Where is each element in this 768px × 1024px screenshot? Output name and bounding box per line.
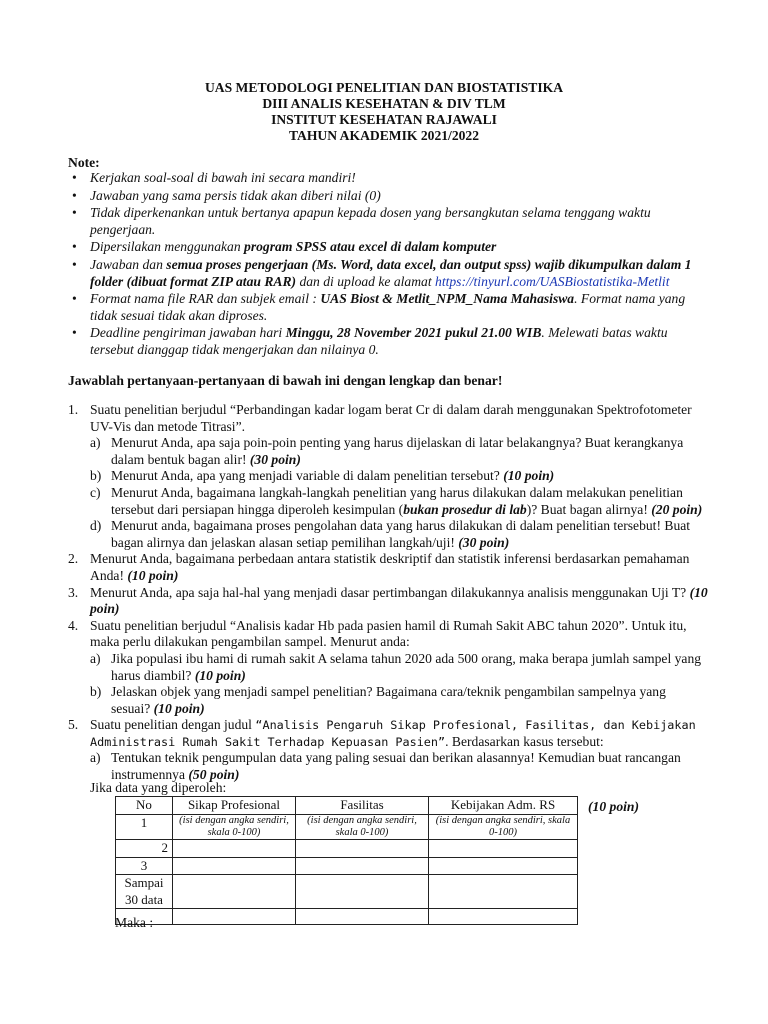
note-text: Jawaban dan (90, 256, 167, 272)
question-text: Menurut Anda, apa saja hal-hal yang menjadi dasar pertimbangan dilakukannya analisis menggunakan Uji T? (90, 584, 690, 600)
note-item (68, 291, 708, 324)
note-text: . Format nama yang tidak sesuai tidak akan diproses. (90, 291, 686, 323)
sub-question (90, 485, 708, 518)
cell-empty (296, 840, 429, 858)
question-number: 2. (68, 551, 79, 567)
points: (30 poin) (249, 451, 301, 467)
question-number: 3. (68, 584, 79, 600)
sub-question (90, 750, 708, 783)
note-text: Deadline pengiriman jawaban hari (90, 325, 286, 341)
cell-empty (173, 840, 296, 858)
table-row (116, 815, 578, 840)
cell-empty (296, 875, 429, 909)
cell-empty (296, 909, 429, 925)
cell-sikap: (isi dengan angka sendiri, skala 0-100) (173, 815, 296, 840)
points: (10 poin) (127, 567, 179, 583)
note-item (68, 325, 708, 358)
cell-empty (173, 875, 296, 909)
sub-text: Tentukan teknik pengumpulan data yang paling sesuai dan berikan alasannya! Kemudian buat rancangan instrumennya (111, 750, 681, 783)
cell-empty (173, 909, 296, 925)
points: (10 poin) (503, 468, 555, 484)
table-points: (10 poin) (588, 799, 639, 814)
sub-text: Menurut anda, bagaimana proses pengolahan data yang harus dilakukan di dalam penelitian tersebut! Buat bagan alirnya dan jelaskan alasan setiap pemilihan langkah/uji! (111, 518, 691, 550)
note-label: Note: (68, 155, 100, 170)
note-item (68, 205, 708, 238)
sub-question-list (90, 651, 708, 717)
question-text: Suatu penelitian berjudul “Analisis kadar Hb pada pasien hamil di Rumah Sakit ABC tahun 2020”. Untuk itu, maka perlu dilakukan pengambilan sampel. Menurut anda: (90, 617, 687, 650)
sub-question (90, 468, 708, 485)
cell-kebijakan: (isi dengan angka sendiri, skala 0-100) (429, 815, 578, 840)
sub-question-list (90, 435, 708, 551)
question-2 (68, 551, 708, 584)
header-title: UAS METODOLOGI PENELITIAN DAN BIOSTATISTIKA (204, 80, 564, 95)
note-text: Jawaban yang sama persis tidak akan diberi nilai (0) (90, 187, 381, 203)
sub-letter: b) (90, 468, 102, 484)
sub-letter: a) (90, 650, 101, 666)
sub-question (90, 518, 708, 551)
sub-text: )? Buat bagan alirnya! (526, 501, 652, 517)
question-number: 5. (68, 717, 79, 733)
maka-label: Maka : (115, 915, 154, 930)
sub-text: Jika populasi ibu hami di rumah sakit A selama tahun 2020 ada 500 orang, maka berapa jumlah sampel yang harus diambil? (111, 650, 702, 683)
sub-letter: a) (90, 435, 101, 451)
points: (30 poin) (458, 534, 510, 550)
question-list (68, 402, 708, 784)
note-item (68, 170, 708, 187)
cell-empty (429, 909, 578, 925)
cell-empty (173, 857, 296, 875)
points: (10 poin) (90, 584, 708, 617)
question-4 (68, 618, 708, 718)
sub-text: Menurut Anda, apa yang menjadi variable di dalam penelitian tersebut? (111, 468, 504, 484)
cell-no: 3 (116, 857, 173, 875)
research-title: “Analisis Pengaruh Sikap Profesional, Fasilitas, dan Kebijakan Administrasi Rumah Sakit Terhadap Kepuasan Pasien” (90, 718, 696, 749)
note-text: Kerjakan soal-soal di bawah ini secara mandiri! (90, 170, 356, 185)
note-text: Dipersilakan menggunakan (90, 239, 245, 255)
sub-letter: d) (90, 518, 102, 534)
question-3 (68, 585, 708, 618)
sub-question (90, 684, 708, 717)
table-row (116, 875, 578, 909)
cell-empty (296, 857, 429, 875)
question-number: 4. (68, 617, 79, 633)
header-institution: INSTITUT KESEHATAN RAJAWALI (271, 112, 497, 127)
note-text: Tidak diperkenankan untuk bertanya apapun kepada dosen yang bersangkutan selama tenggang waktu pengerjaan. (90, 205, 651, 237)
deadline-text: Minggu, 28 November 2021 pukul 21.00 WIB (285, 325, 542, 341)
header-no: No (116, 797, 173, 815)
exam-header (0, 80, 768, 144)
note-item (68, 257, 708, 290)
question-text: Menurut Anda, bagaimana perbedaan antara statistik deskriptif dan statistik inferensi berdasarkan pemahaman Anda! (90, 551, 690, 583)
sub-question (90, 651, 708, 684)
cell-no: Sampai 30 data (116, 875, 173, 909)
instruction: Jawablah pertanyaan-pertanyaan di bawah ini dengan lengkap dan benar! (68, 373, 503, 388)
sub-letter: a) (90, 750, 101, 766)
note-item (68, 239, 708, 256)
note-text: dan di upload ke alamat (296, 273, 436, 289)
points: (20 poin) (651, 501, 703, 517)
header-program: DIII ANALIS KESEHATAN & DIV TLM (262, 96, 506, 111)
sub-text: Menurut Anda, bagaimana langkah-langkah penelitian yang harus dilakukan dalam melakukan penelitian tersebut dari persiapan hingga diperoleh kesimpulan ( (111, 484, 683, 517)
note-item (68, 188, 708, 205)
sub-text: Jelaskan objek yang menjadi sampel penelitian? Bagaimana cara/teknik pengambilan sampelnya yang sesuai? (111, 684, 666, 716)
table-intro: Jika data yang diperoleh: (90, 780, 227, 795)
sub-letter: b) (90, 684, 102, 700)
emphasis: bukan prosedur di lab (403, 501, 527, 517)
header-fasilitas: Fasilitas (296, 797, 429, 815)
note-emphasis: semua proses pengerjaan (Ms. Word, data excel, dan output spss) wajib dikumpulkan dalam 1 folder (dibuat format ZIP atau RAR) (90, 256, 692, 289)
sub-question-list (90, 750, 708, 783)
points: (10 poin) (194, 667, 246, 683)
note-text: Format nama file RAR dan subjek email : (90, 291, 321, 307)
note-emphasis: UAS Biost & Metlit_NPM_Nama Mahasiswa (320, 291, 575, 307)
points: (50 poin) (188, 767, 240, 783)
table-header-row (116, 797, 578, 815)
header-kebijakan: Kebijakan Adm. RS (429, 797, 578, 815)
sub-letter: c) (90, 484, 101, 500)
cell-fasilitas: (isi dengan angka sendiri, skala 0-100) (296, 815, 429, 840)
question-number: 1. (68, 402, 79, 417)
question-1 (68, 402, 708, 551)
table-row (116, 909, 578, 925)
note-text: . Melewati batas waktu tersebut dianggap tidak mengerjakan dan nilainya 0. (90, 325, 668, 357)
data-table (115, 796, 578, 925)
question-5 (68, 717, 708, 783)
upload-link[interactable]: https://tinyurl.com/UASBiostatistika-Metlit (435, 273, 670, 289)
sub-text: Menurut Anda, apa saja poin-poin penting yang harus dijelaskan di latar belakangnya? Buat kerangkanya dalam bentuk bagan alir! (111, 435, 684, 467)
cell-empty (429, 840, 578, 858)
cell-empty (429, 857, 578, 875)
cell-no: 1 (116, 815, 173, 840)
header-sikap: Sikap Profesional (173, 797, 296, 815)
cell-empty (429, 875, 578, 909)
table-row (116, 840, 578, 858)
question-text: Suatu penelitian dengan judul (90, 717, 256, 733)
header-year: TAHUN AKADEMIK 2021/2022 (288, 128, 480, 143)
sub-question (90, 435, 708, 468)
points: (10 poin) (153, 700, 205, 716)
notes-list (68, 170, 708, 360)
cell-no: 2 (116, 840, 173, 858)
note-emphasis: program SPSS atau excel di dalam komputer (244, 239, 497, 255)
question-text: . Berdasarkan kasus tersebut: (445, 733, 604, 749)
table-row (116, 857, 578, 875)
question-text: Suatu penelitian berjudul “Perbandingan kadar logam berat Cr di dalam darah menggunakan Spektrofotometer UV-Vis dan metode Titrasi”. (90, 402, 692, 434)
